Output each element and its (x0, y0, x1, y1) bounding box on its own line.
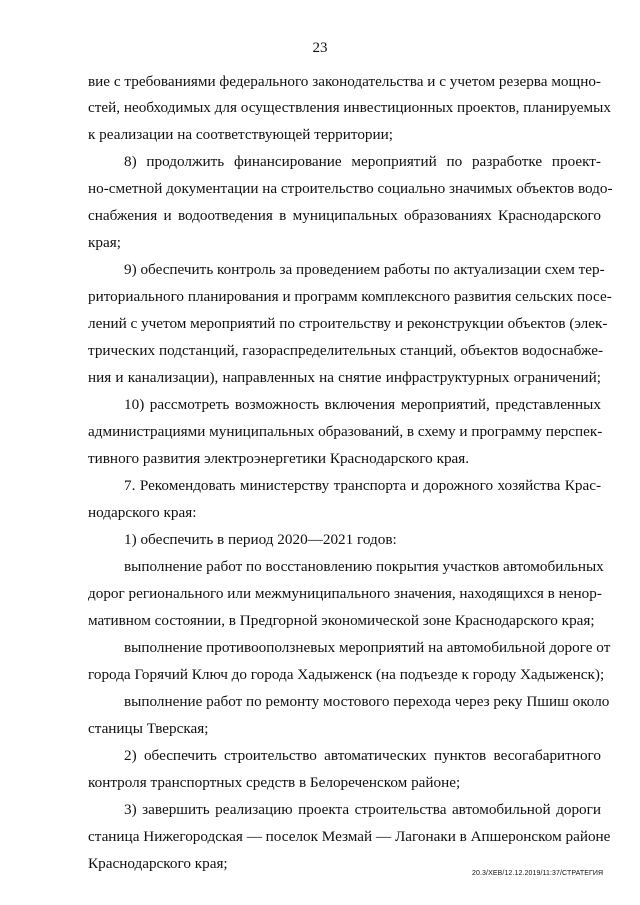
text-line: 9) обеспечить контроль за проведением работы по актуализации схем тер- (124, 261, 605, 278)
page-number: 23 (312, 40, 328, 56)
text-line: выполнение работ по ремонту мостового перехода через реку Пшиш около (124, 693, 610, 710)
text-line: риториального планирования и программ комплексного развития сельских посе- (88, 288, 612, 305)
text-line: выполнение противооползневых мероприятий на автомобильной дороге от (124, 639, 611, 656)
text-line: 10) рассмотреть возможность включения мероприятий, представленных (124, 396, 601, 413)
text-line: 3) завершить реализацию проекта строительства автомобильной дороги (124, 801, 601, 818)
text-line: 8) продолжить финансирование мероприятий по разработке проект- (124, 153, 601, 170)
text-line: станицы Тверская; (88, 720, 209, 737)
text-line: вие с требованиями федерального законодательства и с учетом резерва мощно- (88, 73, 601, 90)
text-line: но-сметной документации на строительство социально значимых объектов водо- (88, 180, 613, 197)
document-footer: 20.3/ХЕВ/12.12.2019/11:37/СТРАТЕГИЯ (472, 870, 604, 877)
text-line: администрациями муниципальных образований, в схему и программу перспек- (88, 423, 603, 440)
text-line: стей, необходимых для осуществления инвестиционных проектов, планируемых (88, 99, 611, 116)
text-line: дорог регионального или межмуниципального значения, находящихся в ненор- (88, 585, 602, 602)
text-line: лений с учетом мероприятий по строительству и реконструкции объектов (элек- (88, 315, 608, 332)
text-line: края; (88, 234, 121, 251)
text-line: снабжения и водоотведения в муниципальных образованиях Краснодарского (88, 207, 601, 224)
text-line: 2) обеспечить строительство автоматических пунктов весогабаритного (124, 747, 601, 764)
text-line: к реализации на соответствующей территории; (88, 126, 393, 143)
text-line: города Горячий Ключ до города Хадыженск (на подъезде к городу Хадыженск); (88, 666, 605, 683)
text-line: Краснодарского края; (88, 855, 228, 872)
text-line: 7. Рекомендовать министерству транспорта и дорожного хозяйства Крас- (124, 477, 601, 494)
text-line: трических подстанций, газораспределительных станций, объектов водоснабже- (88, 342, 604, 359)
text-line: выполнение работ по восстановлению покрытия участков автомобильных (124, 558, 604, 575)
text-line: станица Нижегородская — поселок Мезмай — Лагонаки в Апшеронском районе (88, 828, 611, 845)
text-line: тивного развития электроэнергетики Краснодарского края. (88, 450, 470, 467)
text-line: нодарского края: (88, 504, 197, 521)
text-line: контроля транспортных средств в Белореченском районе; (88, 774, 461, 791)
text-line: 1) обеспечить в период 2020—2021 годов: (124, 531, 397, 548)
text-line: мативном состоянии, в Предгорной экономической зоне Краснодарского края; (88, 612, 595, 629)
text-line: ния и канализации), направленных на снятие инфраструктурных ограничений; (88, 369, 601, 386)
